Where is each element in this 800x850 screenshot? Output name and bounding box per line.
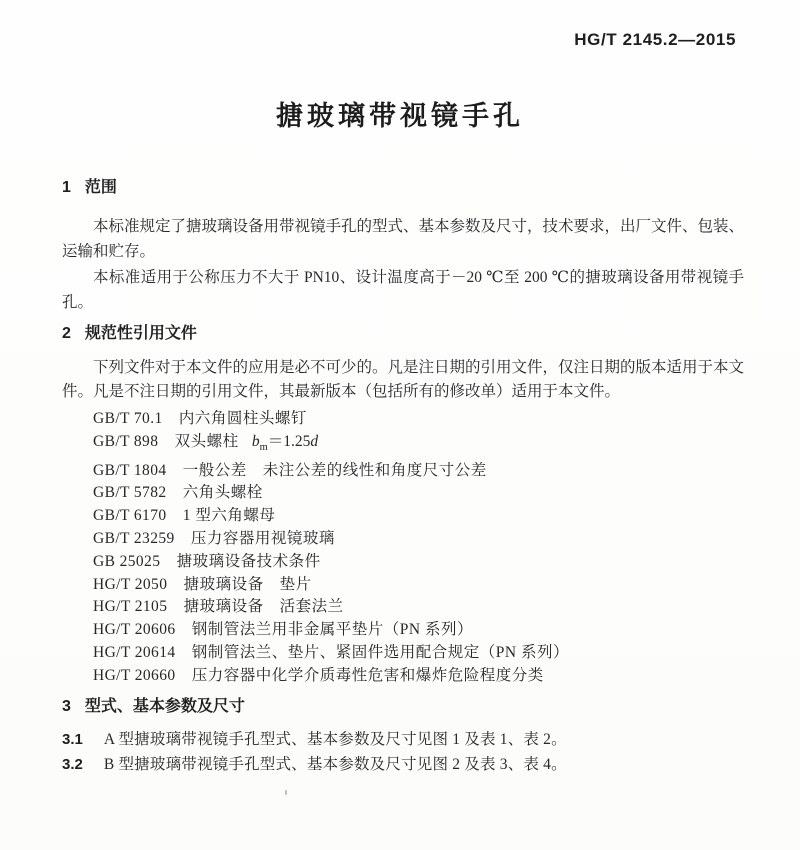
reference-title: 六角头螺栓 (182, 484, 263, 502)
reference-code: GB/T 6170 (93, 507, 167, 525)
reference-code: GB/T 70.1 (93, 410, 163, 427)
reference-item (93, 431, 744, 460)
reference-title: 钢制管法兰用非金属平垫片（PN 系列） (191, 621, 473, 639)
document-title: 搪玻璃带视镜手孔 (276, 101, 524, 131)
reference-item (93, 619, 744, 642)
clause-list (62, 727, 744, 777)
reference-item (93, 528, 744, 551)
reference-item (93, 408, 744, 431)
section-heading-scope (62, 178, 744, 198)
scope-paragraph-1: 本标准规定了搪玻璃设备用带视镜手孔的型式、基本参数及尺寸，技术要求，出厂文件、包装、运输和贮存。 (62, 218, 745, 260)
normative-references-intro: 下列文件对于本文件的应用是必不可少的。凡是注日期的引用文件，仅注日期的版本适用于本文件。凡是不注日期的引用文件，其最新版本（包括所有的修改单）适用于本文件。 (62, 359, 745, 400)
reference-code: GB/T 23259 (93, 530, 175, 548)
reference-formula: $b_m=1.25d$ (251, 432, 319, 453)
reference-code: HG/T 20660 (93, 666, 176, 684)
reference-title: 搪玻璃设备 活套法兰 (183, 598, 344, 616)
reference-code: GB/T 898 (93, 432, 159, 450)
reference-title: 双头螺柱 (174, 432, 239, 450)
section-number: 1 (62, 179, 71, 196)
reference-item (93, 482, 744, 505)
clause-number: 3.1 (62, 730, 83, 748)
scope-paragraph-2: 本标准适用于公称压力不大于 PN10、设计温度高于－20 ℃至 200 ℃的搪玻璃设备用带视镜手孔。 (62, 269, 744, 311)
reference-code: HG/T 2105 (93, 598, 168, 616)
clause-item (62, 727, 744, 752)
document-body (62, 178, 744, 777)
section-title: 范围 (84, 179, 117, 196)
reference-title: 一般公差 未注公差的线性和角度尺寸公差 (182, 461, 487, 479)
reference-title: 压力容器中化学介质毒性危害和爆炸危险程度分类 (191, 666, 544, 684)
clause-item (62, 752, 744, 777)
clause-text: A 型搪玻璃带视镜手孔型式、基本参数及尺寸见图 1 及表 1、表 2。 (103, 730, 567, 748)
section-heading-normative-references (62, 324, 744, 344)
reference-title: 压力容器用视镜玻璃 (190, 530, 335, 548)
reference-item (93, 460, 744, 483)
clause-number: 3.2 (62, 755, 83, 773)
reference-item (93, 642, 744, 665)
reference-code: HG/T 20614 (93, 644, 176, 662)
section-number: 3 (62, 697, 71, 715)
reference-title: 内六角圆柱头螺钉 (178, 410, 307, 427)
reference-title: 搪玻璃设备技术条件 (176, 552, 321, 570)
reference-code: GB/T 5782 (93, 484, 167, 502)
reference-item (93, 665, 744, 688)
clause-text: B 型搪玻璃带视镜手孔型式、基本参数及尺寸见图 2 及表 3、表 4。 (103, 755, 567, 773)
reference-list (62, 408, 744, 688)
reference-title: 1 型六角螺母 (182, 507, 276, 525)
reference-title: 钢制管法兰、垫片、紧固件选用配合规定（PN 系列） (191, 644, 569, 662)
standard-number: HG/T 2145.2—2015 (574, 30, 736, 49)
reference-code: HG/T 2050 (93, 575, 168, 593)
section-heading-types-parameters (62, 697, 744, 717)
reference-item (93, 574, 744, 597)
reference-code: HG/T 20606 (93, 621, 176, 639)
reference-code: GB/T 1804 (93, 461, 167, 479)
reference-code: GB 25025 (93, 552, 161, 570)
reference-item (93, 596, 744, 619)
section-title: 规范性引用文件 (84, 325, 197, 342)
reference-title: 搪玻璃设备 垫片 (183, 575, 312, 593)
reference-item (93, 551, 744, 574)
reference-item (93, 505, 744, 528)
section-title: 型式、基本参数及尺寸 (84, 697, 245, 715)
section-number: 2 (62, 325, 71, 342)
scan-artifact (285, 790, 287, 795)
